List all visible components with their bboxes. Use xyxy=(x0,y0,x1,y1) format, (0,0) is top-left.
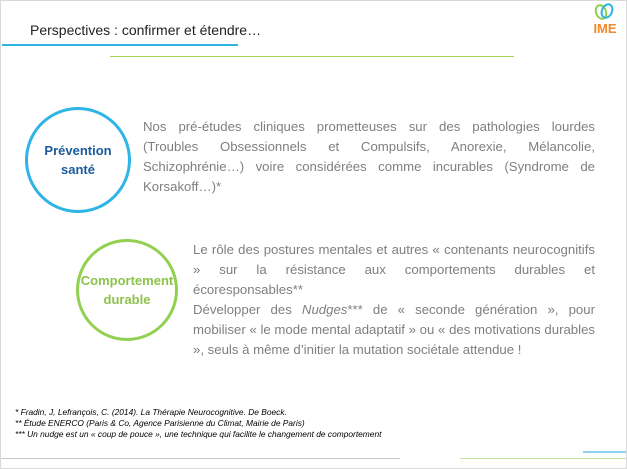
footnote-3: *** Un nudge est un « coup de pouce », une technique qui facilite le changement de comportement xyxy=(15,429,382,439)
section1-paragraph: Nos pré-études cliniques prometteuses sur des pathologies lourdes (Troubles Obsessionnels et Compulsifs, Anorexie, Mélancolie, Schizophrénie…) voire considérées comme incurables (Syndrome de Korsakoff…)* xyxy=(143,119,595,194)
section2-paragraph-2 xyxy=(193,300,595,360)
title-underline-green xyxy=(110,56,514,57)
footer-rule xyxy=(0,458,400,459)
circle-label-line1: Prévention xyxy=(44,143,112,158)
logo-text: IME xyxy=(593,21,617,36)
footnote-2: ** Étude ENERCO (Paris & Co, Agence Parisienne du Climat, Mairie de Paris) xyxy=(15,418,305,428)
comportement-durable-circle xyxy=(76,239,178,341)
comportement-durable-text xyxy=(193,240,595,360)
footnotes xyxy=(15,407,395,440)
text-prefix: Développer des xyxy=(193,302,302,317)
prevention-sante-circle xyxy=(25,107,131,213)
title-underline-blue xyxy=(2,44,238,46)
slide-title: Perspectives : confirmer et étendre… xyxy=(30,22,262,38)
section2-paragraph-1: Le rôle des postures mentales et autres « contenants neurocognitifs » sur la résistance aux comportements durables et écoresponsables** xyxy=(193,242,595,297)
ime-logo xyxy=(588,2,622,38)
prevention-sante-text xyxy=(143,117,595,197)
nudges-emphasis: Nudges xyxy=(301,302,348,317)
text-suffix: *** de « seconde génération », pour mobiliser « le mode mental adaptatif » ou « des motivations durables », seuls à même d’initier la mutation sociétale attendue ! xyxy=(193,302,595,357)
footnote-1: * Fradin, J, Lefrançois, C. (2014). La Thérapie Neurocognitive. De Boeck. xyxy=(15,407,287,417)
footer-line-blue xyxy=(583,451,627,453)
circle-label-line2: durable xyxy=(103,292,151,307)
circle-label-line2: santé xyxy=(61,162,95,177)
logo-rings-icon xyxy=(588,2,622,22)
circle-label-line1: Comportement xyxy=(80,273,174,288)
footer-line-green xyxy=(460,458,627,459)
